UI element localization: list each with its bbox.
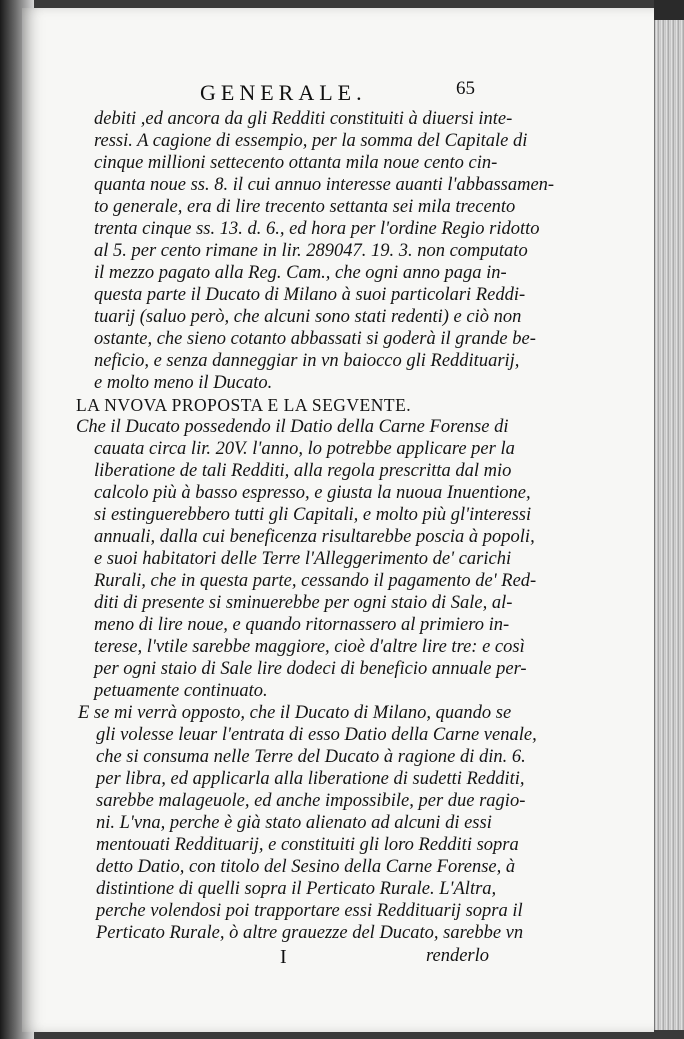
text-line: to generale, era di lire trecento settanta sei mila trecento (94, 197, 516, 217)
text-line: per ogni staio di Sale lire dodeci di beneficio annuale per- (94, 659, 527, 679)
text-line: cauata circa lir. 20V. l'anno, lo potrebbe applicare per la (94, 439, 515, 459)
text-line: mentouati Reddituarij, e constituiti gli loro Redditi sopra (96, 835, 519, 855)
text-line: trenta cinque ss. 13. d. 6., ed hora per l'ordine Regio ridotto (94, 219, 540, 239)
text-line: Che il Ducato possedendo il Datio della Carne Forense di (76, 417, 509, 437)
text-line: petuamente continuato. (94, 681, 268, 701)
text-line: annuali, dalla cui beneficenza risultarebbe poscia à popoli, (94, 527, 535, 547)
text-line: neficio, e senza danneggiar in vn baiocco gli Reddituarij, (94, 351, 520, 371)
section-heading: LA NVOVA PROPOSTA E LA SEGVENTE. (76, 395, 412, 415)
text-line: che si consuma nelle Terre del Ducato à ragione di din. 6. (96, 747, 526, 767)
running-header: GENERALE. (200, 80, 367, 105)
text-line: e molto meno il Ducato. (94, 373, 273, 393)
text-line: diti di presente si sminuerebbe per ogni staio di Sale, al- (94, 593, 513, 613)
text-line: quanta noue ss. 8. il cui annuo interesse auanti l'abbassamen- (94, 175, 555, 195)
text-line: si estinguerebbero tutti gli Capitali, e molto più gl'interessi (94, 505, 532, 525)
page-stack-edge (654, 20, 684, 1030)
text-line: calcolo più à basso espresso, e giusta la nuoua Inuentione, (94, 483, 531, 503)
text-line: ressi. A cagione di essempio, per la somma del Capitale di (94, 131, 528, 151)
text-line: per libra, ed applicarla alla liberatione di sudetti Redditi, (96, 769, 525, 789)
signature-mark: I (280, 946, 287, 968)
text-line: cinque millioni settecento ottanta mila noue cento cin- (94, 153, 498, 173)
text-line: liberatione de tali Redditi, alla regola prescritta dal mio (94, 461, 512, 481)
text-line: debiti ,ed ancora da gli Redditi constituiti à diuersi inte- (94, 109, 513, 129)
text-line: e suoi habitatori delle Terre l'Alleggerimento de' carichi (94, 549, 512, 569)
text-line: gli volesse leuar l'entrata di esso Datio della Carne venale, (96, 725, 537, 745)
text-line: E se mi verrà opposto, che il Ducato di Milano, quando se (78, 703, 512, 723)
text-line: questa parte il Ducato di Milano à suoi particolari Reddi- (94, 285, 526, 305)
text-line: tuarij (saluo però, che alcuni sono stati redenti) e ciò non (94, 307, 522, 327)
text-line: distintione di quelli sopra il Perticato Rurale. L'Altra, (96, 879, 497, 899)
text-line: perche volendosi poi trapportare essi Reddituarij sopra il (96, 901, 523, 921)
text-line: ni. L'vna, perche è già stato alienato ad alcuni di essi (96, 813, 492, 833)
page-edge-shadow (654, 0, 684, 20)
text-line: Rurali, che in questa parte, cessando il pagamento de' Red- (94, 571, 537, 591)
text-line: detto Datio, con titolo del Sesino della Carne Forense, à (96, 857, 516, 877)
catchword: renderlo (426, 946, 490, 966)
text-line: meno di lire noue, e quando ritornassero al primiero in- (94, 615, 510, 635)
text-line: al 5. per cento rimane in lir. 289047. 19. 3. non computato (94, 241, 528, 261)
text-line: Perticato Rurale, ò altre grauezze del Ducato, sarebbe vn (96, 923, 524, 943)
text-line: sarebbe malageuole, ed anche impossibile, per due ragio- (96, 791, 526, 811)
page-number: 65 (456, 78, 475, 99)
text-line: ostante, che sieno cotanto abbassati si goderà il grande be- (94, 329, 536, 349)
text-line: il mezzo pagato alla Reg. Cam., che ogni anno paga in- (94, 263, 507, 283)
text-line: terese, l'vtile sarebbe maggiore, cioè d'altre lire tre: e così (94, 637, 525, 657)
